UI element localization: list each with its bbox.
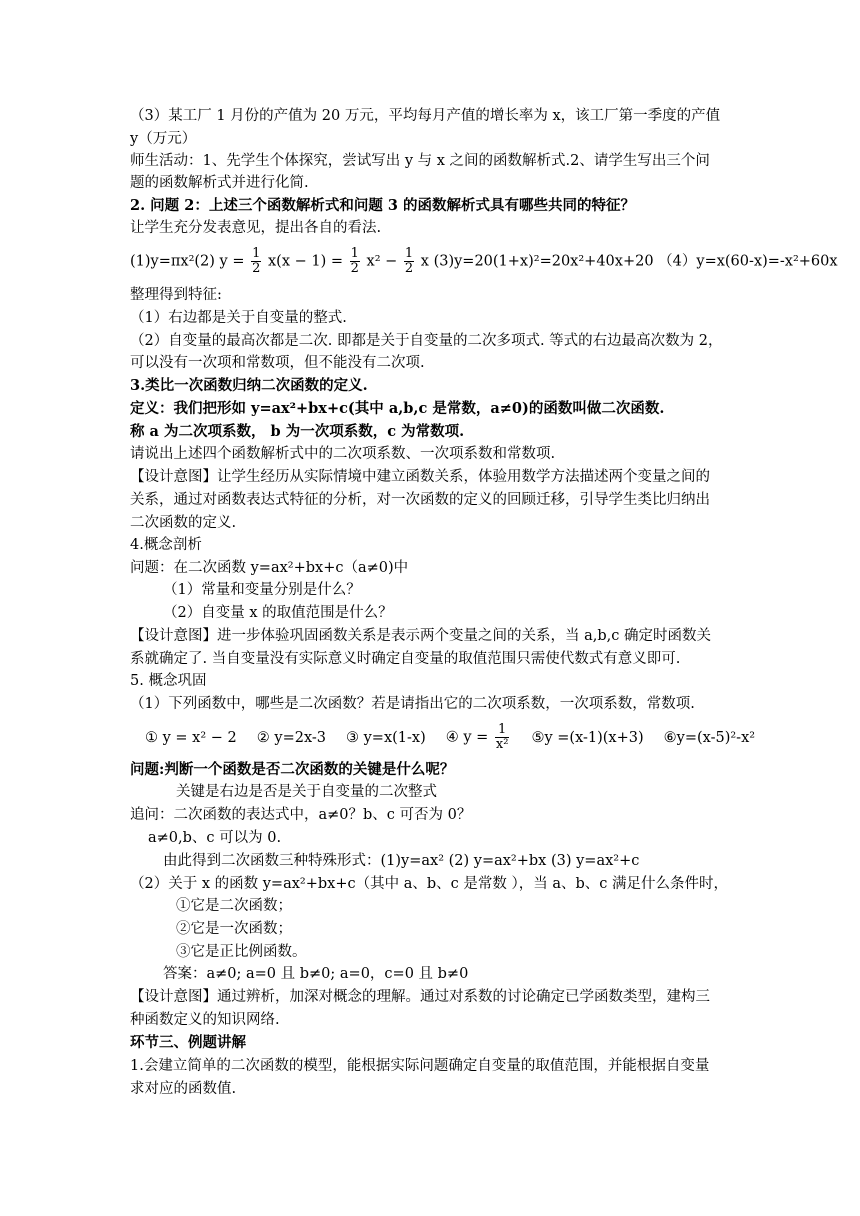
text-line: （1）常量和变量分别是什么？ (163, 582, 361, 598)
text-line: y（万元） (130, 131, 197, 147)
section-heading: 4.概念剖析 (130, 537, 202, 553)
definition-line: 定义：我们把形如 y=ax²+bx+c(其中 a,b,c 是常数，a≠0)的函数叫做二次函数. (130, 400, 665, 417)
formula-item: ⑤y =(x-1)(x+3) (531, 729, 644, 746)
formula-part: x(x − 1) = (268, 253, 344, 270)
design-intent: 【设计意图】通过辨析，加深对概念的理解。通过对系数的讨论确定已学函数类型，建构三 (130, 989, 710, 1005)
text-line: ①它是二次函数； (176, 898, 292, 914)
formula-item: ④ y = $\frac{1}{\text{x²}}$ (445, 722, 509, 752)
text-line: （2）自变量的最高次都是二次. 即都是关于自变量的二次多项式. 等式的右边最高次数为 2， (130, 333, 723, 349)
answer-line: 答案：a≠0; a=0 且 b≠0; a=0，c=0 且 b≠0 (163, 966, 469, 982)
section-heading: 2. 问题 2：上述三个函数解析式和问题 3 的函数解析式具有哪些共同的特征？ (130, 197, 636, 214)
text-line: 关系，通过对函数表达式特征的分析，对一次函数的定义的回顾迁移，引导学生类比归纳出 (130, 492, 710, 508)
formula-part: x² − (366, 253, 398, 270)
text-line: 整理得到特征: (130, 287, 222, 303)
text-line: 二次函数的定义. (130, 515, 237, 531)
formula-item: ③ y=x(1-x) (346, 729, 426, 746)
text-line: 问题：在二次函数 y=ax²+bx+c（a≠0)中 (130, 560, 409, 576)
formula-item: ① y = x² − 2 (145, 729, 237, 746)
text-line: 题的函数解析式并进行化简. (130, 175, 309, 191)
question-line: 问题:判断一个函数是否二次函数的关键是什么呢？ (130, 761, 455, 778)
text-line: 1.会建立简单的二次函数的模型，能根据实际问题确定自变量的取值范围，并能根据自变量 (130, 1058, 710, 1074)
text-line: ②它是一次函数； (176, 921, 292, 937)
text-line: 请说出上述四个函数解析式中的二次项系数、一次项系数和常数项. (130, 446, 556, 462)
text-line: ③它是正比例函数。 (176, 944, 307, 960)
text-line: 师生活动：1、先学生个体探究，尝试写出 y 与 x 之间的函数解析式.2、请学生写出三个问 (130, 153, 710, 169)
formula-item: ② y=2x-3 (256, 729, 326, 746)
text-line: 系就确定了. 当自变量没有实际意义时确定自变量的取值范围只需使代数式有意义即可. (130, 651, 681, 667)
fraction: $\frac{1}{\text{x²}}$ (495, 722, 509, 752)
fraction: $\frac{1}{2}$ (350, 246, 359, 276)
text-line: （3）某工厂 1 月份的产值为 20 万元，平均每月产值的增长率为 x，该工厂第一季度的产值 (130, 108, 721, 124)
text-line: 关键是右边是否是关于自变量的二次整式 (176, 784, 437, 800)
fraction: $\frac{1}{2}$ (404, 246, 414, 276)
text-line: （2）自变量 x 的取值范围是什么？ (163, 605, 393, 621)
text-line: 求对应的函数值. (130, 1081, 237, 1097)
text-line: 由此得到二次函数三种特殊形式：(1)y=ax² (2) y=ax²+bx (3) y=ax²+c (163, 853, 640, 869)
section-heading: 3.类比一次函数归纳二次函数的定义. (130, 377, 368, 394)
fraction: $\frac{1}{2}$ (252, 246, 261, 276)
section-heading: 环节三、例题讲解 (130, 1034, 246, 1051)
design-intent: 【设计意图】进一步体验巩固函数关系是表示两个变量之间的关系，当 a,b,c 确定时函数关 (130, 628, 711, 644)
text-line: 让学生充分发表意见，提出各自的看法. (130, 220, 382, 236)
section-heading: 5. 概念巩固 (130, 673, 207, 689)
text-line: （1）下列函数中，哪些是二次函数？若是请指出它的二次项系数，一次项系数，常数项. (130, 696, 695, 712)
text-line: 可以没有一次项和常数项，但不能没有二次项. (130, 355, 425, 371)
text-line: 种函数定义的知识网络. (130, 1012, 280, 1028)
text-line: 追问：二次函数的表达式中，a≠0？b、c 可否为 0？ (130, 807, 472, 823)
definition-line: 称 a 为二次项系数， b 为一次项系数，c 为常数项. (130, 423, 465, 440)
formula-part: x (3)y=20(1+x)²=20x²+40x+20 （4）y=x(60-x)=-x²+60x (420, 253, 838, 270)
formula-item: ⑥y=(x-5)²-x² (663, 729, 756, 746)
formula-row-exercises (145, 722, 756, 752)
text-line: （1）右边都是关于自变量的整式. (130, 310, 347, 326)
formula-row-examples (130, 247, 838, 276)
text-line: a≠0,b、c 可以为 0. (148, 830, 282, 846)
text-line: （2）关于 x 的函数 y=ax²+bx+c（其中 a、b、c 是常数 ），当 a、b、c 满足什么条件时， (130, 876, 728, 892)
formula-part: (1)y=πx²(2) y = (130, 253, 245, 270)
design-intent: 【设计意图】让学生经历从实际情境中建立函数关系，体验用数学方法描述两个变量之间的 (130, 469, 710, 485)
